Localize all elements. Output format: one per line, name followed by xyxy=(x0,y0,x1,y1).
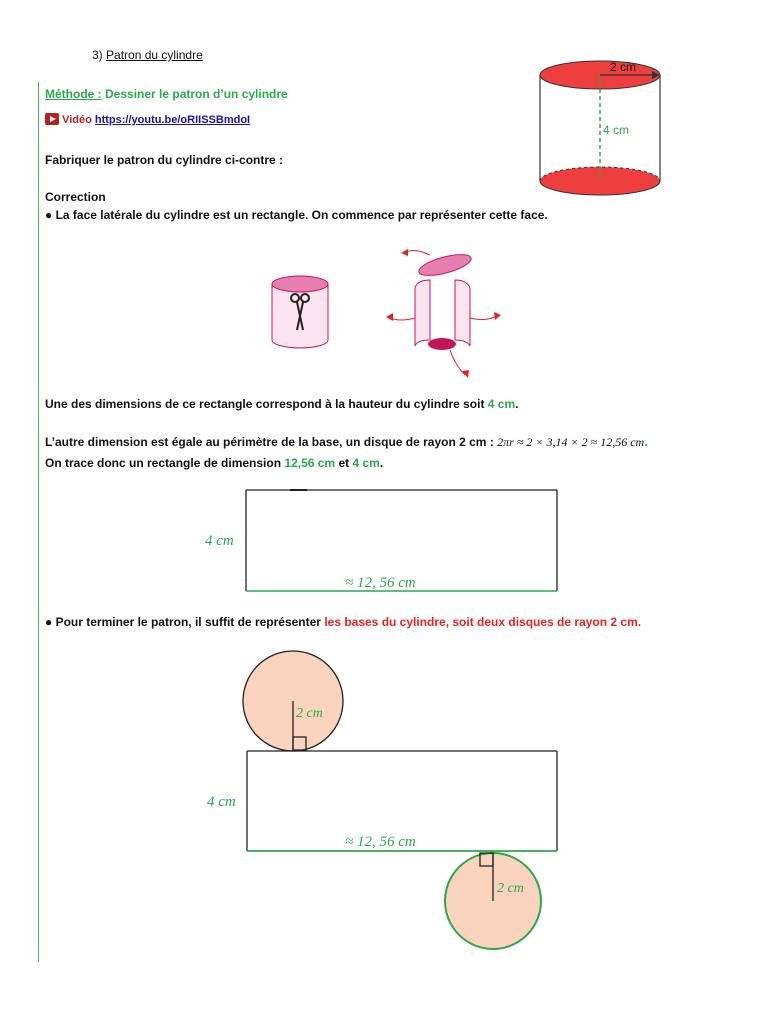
video-line xyxy=(45,113,250,126)
correction-p1: ● La face latérale du cylindre est un rectangle. On commence par représenter cette face. xyxy=(45,208,548,222)
rectangle-figure xyxy=(195,480,570,595)
cylinder-net-figure xyxy=(195,640,570,960)
correction-p3: L’autre dimension est égale au périmètre de la base, un disque de rayon 2 cm : 2πr ≈ 2 × 3,14 × 2 ≈ 12,56 cm. xyxy=(45,435,648,449)
correction-p2: Une des dimensions de ce rectangle correspond à la hauteur du cylindre soit 4 cm. xyxy=(45,397,519,411)
section-number: 3) xyxy=(92,48,103,62)
correction-p5 xyxy=(45,615,641,629)
top-radius-label: 2 cm xyxy=(296,706,323,721)
p2-value: 4 cm xyxy=(487,397,516,411)
cylinder-height-label: 4 cm xyxy=(603,123,630,137)
p4-value2: 4 cm xyxy=(352,456,380,470)
video-play-icon[interactable] xyxy=(45,113,59,125)
method-title: Dessiner le patron d’un cylindre xyxy=(105,87,288,101)
net-width-label: ≈ 12, 56 cm xyxy=(345,834,416,850)
rect-width-label: ≈ 12, 56 cm xyxy=(345,575,416,591)
p5-text: ● Pour terminer le patron, il suffit de représenter xyxy=(45,615,325,629)
method-line xyxy=(45,87,288,101)
video-link[interactable]: https://youtu.be/oRIISSBmdoI xyxy=(94,114,251,126)
p3-formula: 2πr ≈ 2 × 3,14 × 2 ≈ 12,56 cm xyxy=(497,435,645,449)
cylinder-radius-label: 2 cm xyxy=(610,60,637,74)
p4-value1: 12,56 cm xyxy=(284,456,336,470)
correction-heading: Correction xyxy=(45,190,106,204)
rect-height-label: 4 cm xyxy=(205,533,234,549)
cylinder-3d-figure xyxy=(535,55,665,200)
p2-text: Une des dimensions de ce rectangle correspond à la hauteur du cylindre soit xyxy=(45,397,488,411)
method-prefix: Méthode : xyxy=(45,87,102,101)
bottom-radius-label: 2 cm xyxy=(497,881,524,896)
p4-text: On trace donc un rectangle de dimension xyxy=(45,456,285,470)
section-title xyxy=(92,48,203,62)
intro-text: Fabriquer le patron du cylindre ci-contre : xyxy=(45,153,284,167)
cutting-illustration xyxy=(265,240,515,380)
p3-text: L’autre dimension est égale au périmètre de la base, un disque de rayon 2 cm : xyxy=(45,435,498,449)
margin-line xyxy=(38,82,39,962)
p4-and: et xyxy=(335,456,353,470)
section-title-text: Patron du cylindre xyxy=(106,48,203,62)
p5-red: les bases du cylindre, soit deux disques de rayon 2 cm. xyxy=(324,615,642,629)
correction-p4: On trace donc un rectangle de dimension 12,56 cm et 4 cm. xyxy=(45,456,384,470)
net-height-label: 4 cm xyxy=(207,794,236,810)
video-label: Vidéo xyxy=(62,114,92,126)
